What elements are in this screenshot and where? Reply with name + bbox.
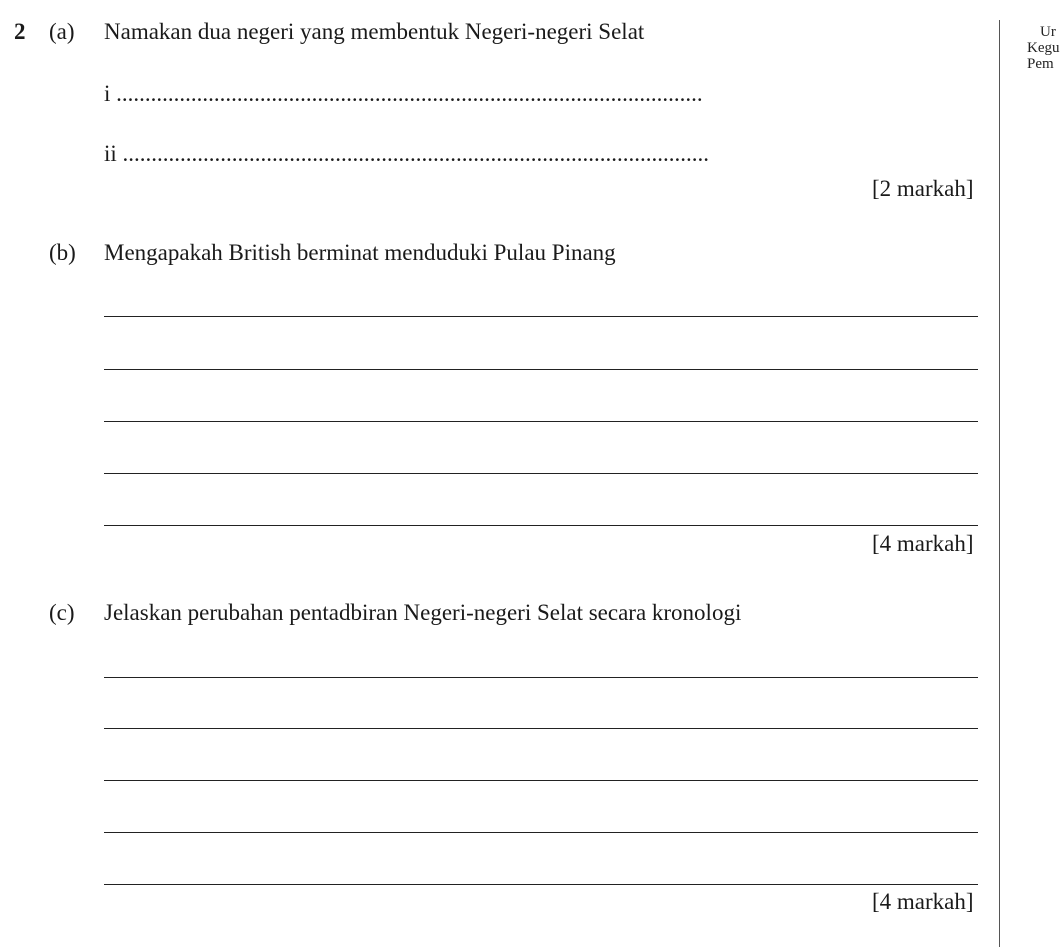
part-c-answer-line-3[interactable] <box>104 780 978 781</box>
part-a-label: (a) <box>49 19 75 44</box>
part-c-label: (c) <box>49 600 75 625</box>
part-a-question-text: Namakan dua negeri yang membentuk Negeri-negeri Selat <box>104 19 645 44</box>
part-b-question-text: Mengapakah British berminat menduduki Pulau Pinang <box>104 240 616 265</box>
part-c-marks: [4 markah] <box>872 889 974 914</box>
margin-rule <box>999 20 1000 947</box>
part-c-question-text: Jelaskan perubahan pentadbiran Negeri-negeri Selat secara kronologi <box>104 600 742 625</box>
part-a-marks: [2 markah] <box>872 176 974 201</box>
part-c-answer-line-5[interactable] <box>104 884 978 885</box>
part-b-label: (b) <box>49 240 76 265</box>
part-c-answer-line-4[interactable] <box>104 832 978 833</box>
margin-note-line-3: Pem <box>1027 56 1054 72</box>
part-b-answer-line-1[interactable] <box>104 316 978 317</box>
part-a-answer-line-ii[interactable]: ii ...................................................................................................... <box>104 141 710 166</box>
margin-note-line-1: Ur <box>1040 24 1056 40</box>
part-c-answer-line-2[interactable] <box>104 728 978 729</box>
part-b-answer-line-5[interactable] <box>104 525 978 526</box>
part-b-answer-line-2[interactable] <box>104 369 978 370</box>
margin-note-line-2: Kegu <box>1027 40 1060 56</box>
part-c-answer-line-1[interactable] <box>104 677 978 678</box>
part-b-answer-line-3[interactable] <box>104 421 978 422</box>
part-b-marks: [4 markah] <box>872 531 974 556</box>
part-a-answer-line-i[interactable]: i ...................................................................................................... <box>104 81 703 106</box>
part-b-answer-line-4[interactable] <box>104 473 978 474</box>
question-number: 2 <box>14 19 26 44</box>
